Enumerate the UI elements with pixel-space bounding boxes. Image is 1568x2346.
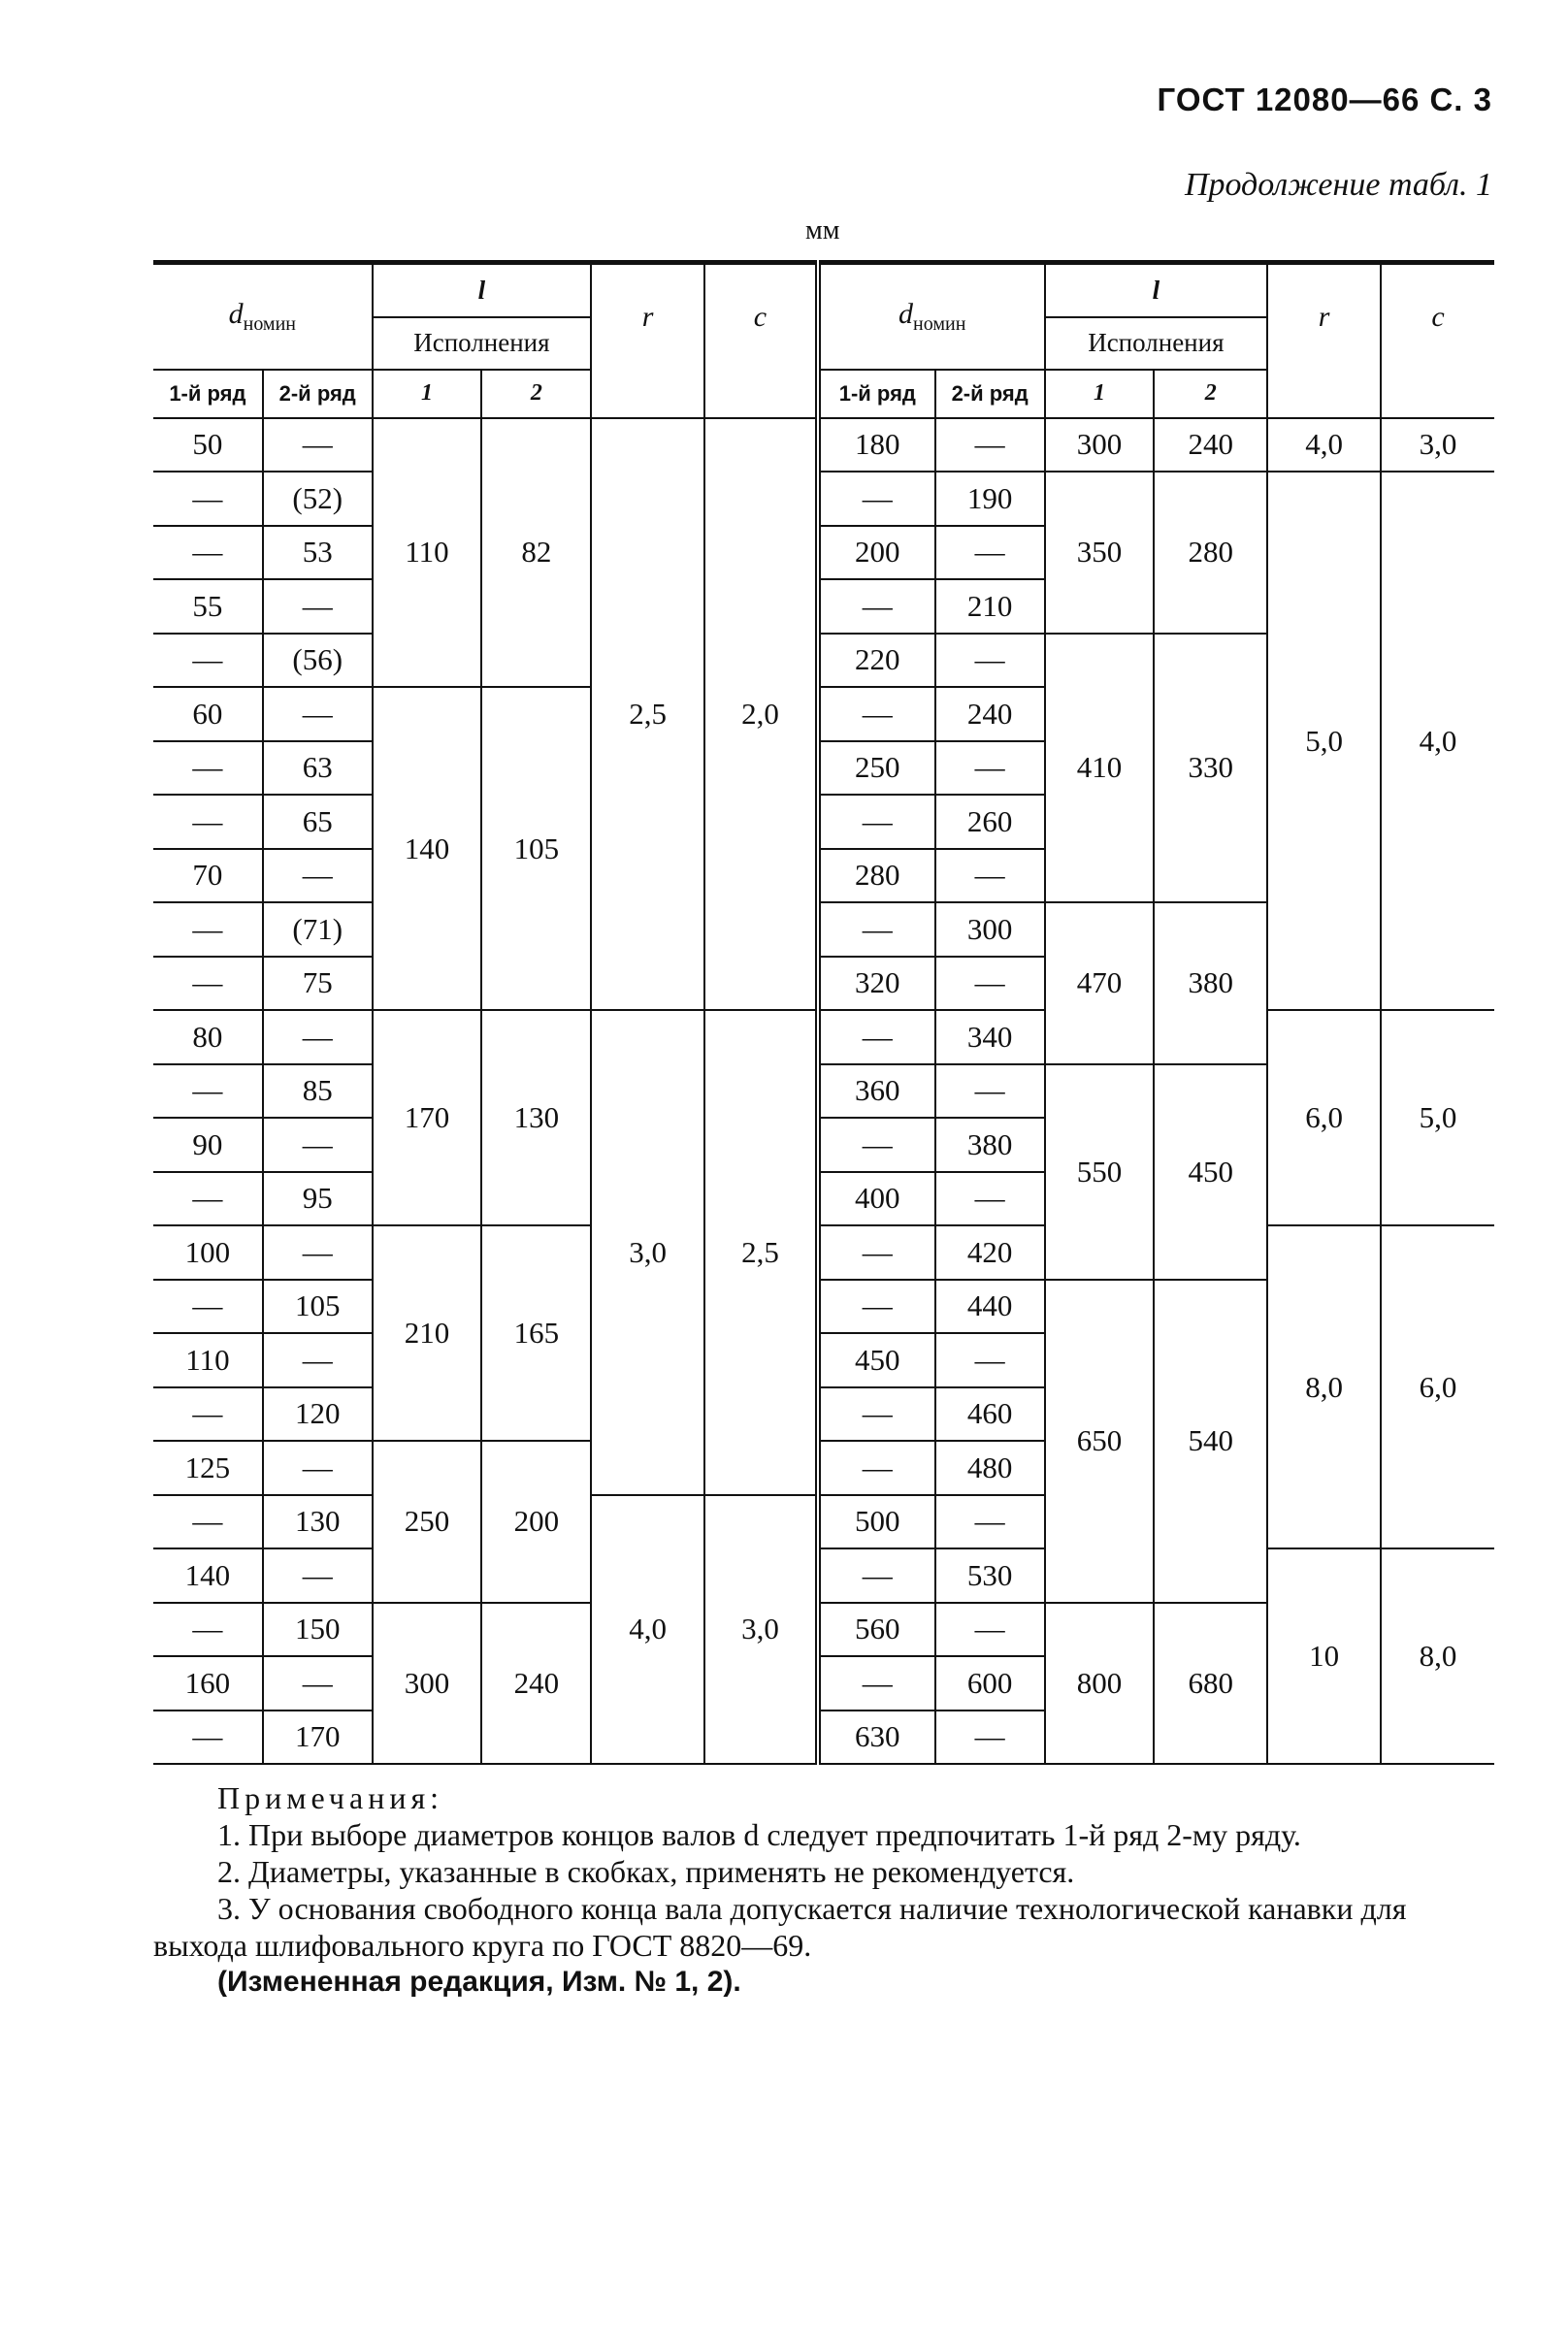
left-d-row2-cell: — [263, 418, 373, 472]
note-2: 2. Диаметры, указанные в скобках, применять не рекомендуется. [217, 1854, 1075, 1889]
right-length-exec1-cell: 410 [1045, 634, 1155, 903]
left-d-row1-cell: — [153, 902, 263, 957]
left-d-row2-cell: — [263, 849, 373, 903]
amendment-note: (Измененная редакция, Изм. № 1, 2). [217, 1966, 741, 1998]
right-d-row2-cell: — [935, 1603, 1045, 1657]
right-d-row1-cell: 400 [818, 1172, 935, 1226]
left-d-row1-cell: — [153, 1711, 263, 1765]
header-row-1: 1-й ряд [153, 370, 263, 418]
header-c: c [704, 263, 818, 370]
right-length-exec2-cell: 380 [1154, 902, 1267, 1064]
right-d-row1-cell: — [818, 1656, 935, 1711]
right-d-row1-cell: — [818, 1225, 935, 1280]
left-length-exec1-cell: 140 [373, 687, 482, 1010]
left-d-row2-cell: — [263, 1333, 373, 1387]
left-d-row1-cell: 50 [153, 418, 263, 472]
header-execution: Исполнения [373, 317, 592, 370]
right-length-exec2-cell: 680 [1154, 1603, 1267, 1765]
left-d-row1-cell: 90 [153, 1118, 263, 1172]
right-d-row2-cell: — [935, 957, 1045, 1011]
left-d-row2-cell: 53 [263, 526, 373, 580]
right-d-row2-cell: — [935, 1333, 1045, 1387]
page-header: ГОСТ 12080—66 С. 3 [1157, 81, 1492, 117]
note-1: 1. При выборе диаметров концов валов d следует предпочитать 1-й ряд 2-му ряду. [217, 1817, 1301, 1852]
right-d-row2-cell: 420 [935, 1225, 1045, 1280]
left-d-row2-cell: 130 [263, 1495, 373, 1549]
left-d-row1-cell: 100 [153, 1225, 263, 1280]
right-c-cell: 8,0 [1381, 1548, 1494, 1764]
right-d-row1-cell: 500 [818, 1495, 935, 1549]
header-row-2: 2-й ряд [263, 370, 373, 418]
left-d-row2-cell: — [263, 1656, 373, 1711]
right-d-row1-cell: 320 [818, 957, 935, 1011]
header-execution-1: 1 [373, 370, 482, 418]
right-c-cell: 4,0 [1381, 472, 1494, 1010]
left-d-row1-cell: — [153, 1064, 263, 1119]
header-c: c [1381, 263, 1494, 370]
right-c-cell: 3,0 [1381, 418, 1494, 472]
right-length-exec2-cell: 280 [1154, 472, 1267, 634]
left-d-row2-cell: — [263, 1548, 373, 1603]
right-d-row1-cell: — [818, 1280, 935, 1334]
left-d-row2-cell: — [263, 1010, 373, 1064]
header-d-nominal: $d_{номин}$ [153, 263, 373, 370]
left-c-cell: 2,5 [704, 1010, 818, 1495]
left-d-row1-cell: — [153, 1603, 263, 1657]
right-d-row1-cell: 360 [818, 1064, 935, 1119]
right-r-cell: 5,0 [1267, 472, 1381, 1010]
right-d-row2-cell: — [935, 634, 1045, 688]
right-d-row1-cell: — [818, 1548, 935, 1603]
right-d-row1-cell: 560 [818, 1603, 935, 1657]
header-execution-2: 2 [1154, 370, 1267, 418]
right-d-row2-cell: 210 [935, 579, 1045, 634]
left-length-exec1-cell: 300 [373, 1603, 482, 1765]
left-d-row1-cell: — [153, 634, 263, 688]
right-r-cell: 8,0 [1267, 1225, 1381, 1548]
right-d-row1-cell: 250 [818, 741, 935, 796]
left-d-row1-cell: — [153, 472, 263, 526]
left-d-row2-cell: — [263, 579, 373, 634]
right-d-row2-cell: 460 [935, 1387, 1045, 1442]
left-length-exec2-cell: 82 [481, 418, 591, 688]
left-d-row1-cell: — [153, 957, 263, 1011]
right-d-row2-cell: 480 [935, 1441, 1045, 1495]
left-d-row1-cell: 125 [153, 1441, 263, 1495]
left-d-row2-cell: — [263, 1118, 373, 1172]
right-d-row2-cell: 530 [935, 1548, 1045, 1603]
units-label: мм [805, 215, 840, 245]
right-d-row2-cell: 600 [935, 1656, 1045, 1711]
right-d-row1-cell: 200 [818, 526, 935, 580]
right-d-row2-cell: — [935, 1064, 1045, 1119]
table-row [153, 1225, 1494, 1280]
right-length-exec1-cell: 470 [1045, 902, 1155, 1064]
left-d-row2-cell: (52) [263, 472, 373, 526]
right-d-row1-cell: 220 [818, 634, 935, 688]
right-d-row2-cell: — [935, 849, 1045, 903]
header-length: l [373, 263, 592, 317]
left-d-row2-cell: — [263, 687, 373, 741]
table-continuation-caption: Продолжение табл. 1 [1184, 167, 1492, 203]
left-d-row1-cell: 60 [153, 687, 263, 741]
right-length-exec1-cell: 550 [1045, 1064, 1155, 1280]
left-d-row1-cell: 70 [153, 849, 263, 903]
left-c-cell: 2,0 [704, 418, 818, 1011]
left-d-row2-cell: 105 [263, 1280, 373, 1334]
left-length-exec1-cell: 170 [373, 1010, 482, 1225]
table-row [153, 1010, 1494, 1064]
left-r-cell: 2,5 [591, 418, 704, 1011]
right-length-exec1-cell: 800 [1045, 1603, 1155, 1765]
right-c-cell: 6,0 [1381, 1225, 1494, 1548]
left-c-cell: 3,0 [704, 1495, 818, 1765]
right-d-row1-cell: — [818, 902, 935, 957]
notes-title: Примечания: [217, 1780, 444, 1815]
right-d-row2-cell: 340 [935, 1010, 1045, 1064]
right-d-row2-cell: — [935, 1495, 1045, 1549]
left-d-row1-cell: 80 [153, 1010, 263, 1064]
left-length-exec2-cell: 165 [481, 1225, 591, 1441]
shaft-ends-table [153, 260, 1494, 1765]
header-execution-2: 2 [481, 370, 591, 418]
left-d-row1-cell: — [153, 1172, 263, 1226]
left-d-row1-cell: 110 [153, 1333, 263, 1387]
left-d-row2-cell: 75 [263, 957, 373, 1011]
left-length-exec2-cell: 105 [481, 687, 591, 1010]
header-r: r [591, 263, 704, 370]
right-d-row1-cell: — [818, 1387, 935, 1442]
header-row-1: 1-й ряд [818, 370, 935, 418]
left-d-row2-cell: 170 [263, 1711, 373, 1765]
left-d-row1-cell: — [153, 526, 263, 580]
right-d-row2-cell: 440 [935, 1280, 1045, 1334]
right-d-row1-cell: — [818, 472, 935, 526]
left-d-row1-cell: — [153, 1495, 263, 1549]
right-d-row2-cell: — [935, 1711, 1045, 1765]
right-d-row1-cell: — [818, 1010, 935, 1064]
note-3: 3. У основания свободного конца вала допускается наличие технологической канавки для выхода шлифовального круга по ГОСТ 8820—69. [153, 1891, 1407, 1963]
left-d-row2-cell: — [263, 1225, 373, 1280]
right-r-cell: 4,0 [1267, 418, 1381, 472]
left-length-exec1-cell: 110 [373, 418, 482, 688]
right-d-row2-cell: — [935, 418, 1045, 472]
left-d-row2-cell: (71) [263, 902, 373, 957]
header-execution: Исполнения [1045, 317, 1268, 370]
right-d-row2-cell: 240 [935, 687, 1045, 741]
left-d-row2-cell: 120 [263, 1387, 373, 1442]
table-row [153, 418, 1494, 472]
left-d-row2-cell: 65 [263, 795, 373, 849]
left-length-exec1-cell: 210 [373, 1225, 482, 1441]
left-d-row2-cell: (56) [263, 634, 373, 688]
header-row-2: 2-й ряд [935, 370, 1045, 418]
left-d-row1-cell: 160 [153, 1656, 263, 1711]
header-length: l [1045, 263, 1268, 317]
notes-section [153, 1779, 1494, 2001]
right-d-row1-cell: 280 [818, 849, 935, 903]
left-d-row1-cell: — [153, 1280, 263, 1334]
right-d-row2-cell: — [935, 1172, 1045, 1226]
right-d-row1-cell: — [818, 1118, 935, 1172]
right-c-cell: 5,0 [1381, 1010, 1494, 1225]
left-length-exec2-cell: 240 [481, 1603, 591, 1765]
right-d-row1-cell: 630 [818, 1711, 935, 1765]
right-d-row1-cell: 180 [818, 418, 935, 472]
right-length-exec2-cell: 330 [1154, 634, 1267, 903]
right-d-row1-cell: — [818, 795, 935, 849]
right-d-row2-cell: 260 [935, 795, 1045, 849]
right-d-row2-cell: 380 [935, 1118, 1045, 1172]
right-r-cell: 6,0 [1267, 1010, 1381, 1225]
header-execution-1: 1 [1045, 370, 1155, 418]
right-d-row2-cell: — [935, 526, 1045, 580]
right-d-row1-cell: 450 [818, 1333, 935, 1387]
right-d-row2-cell: 190 [935, 472, 1045, 526]
right-d-row1-cell: — [818, 687, 935, 741]
right-length-exec1-cell: 650 [1045, 1280, 1155, 1603]
right-length-exec2-cell: 540 [1154, 1280, 1267, 1603]
left-d-row1-cell: 55 [153, 579, 263, 634]
right-r-cell: 10 [1267, 1548, 1381, 1764]
left-d-row2-cell: — [263, 1441, 373, 1495]
left-r-cell: 4,0 [591, 1495, 704, 1765]
right-d-row2-cell: — [935, 741, 1045, 796]
left-d-row1-cell: — [153, 741, 263, 796]
left-length-exec2-cell: 200 [481, 1441, 591, 1603]
right-d-row2-cell: 300 [935, 902, 1045, 957]
header-r: r [1267, 263, 1381, 370]
left-d-row2-cell: 150 [263, 1603, 373, 1657]
table-row [153, 1548, 1494, 1603]
header-d-nominal: $d_{номин}$ [818, 263, 1045, 370]
right-length-exec1-cell: 350 [1045, 472, 1155, 634]
table-row [153, 472, 1494, 526]
right-length-exec2-cell: 240 [1154, 418, 1267, 472]
left-length-exec2-cell: 130 [481, 1010, 591, 1225]
left-d-row2-cell: 85 [263, 1064, 373, 1119]
left-d-row1-cell: — [153, 1387, 263, 1442]
left-d-row1-cell: — [153, 795, 263, 849]
right-length-exec2-cell: 450 [1154, 1064, 1267, 1280]
left-d-row1-cell: 140 [153, 1548, 263, 1603]
right-length-exec1-cell: 300 [1045, 418, 1155, 472]
left-d-row2-cell: 63 [263, 741, 373, 796]
left-r-cell: 3,0 [591, 1010, 704, 1495]
left-d-row2-cell: 95 [263, 1172, 373, 1226]
right-d-row1-cell: — [818, 1441, 935, 1495]
left-length-exec1-cell: 250 [373, 1441, 482, 1603]
right-d-row1-cell: — [818, 579, 935, 634]
